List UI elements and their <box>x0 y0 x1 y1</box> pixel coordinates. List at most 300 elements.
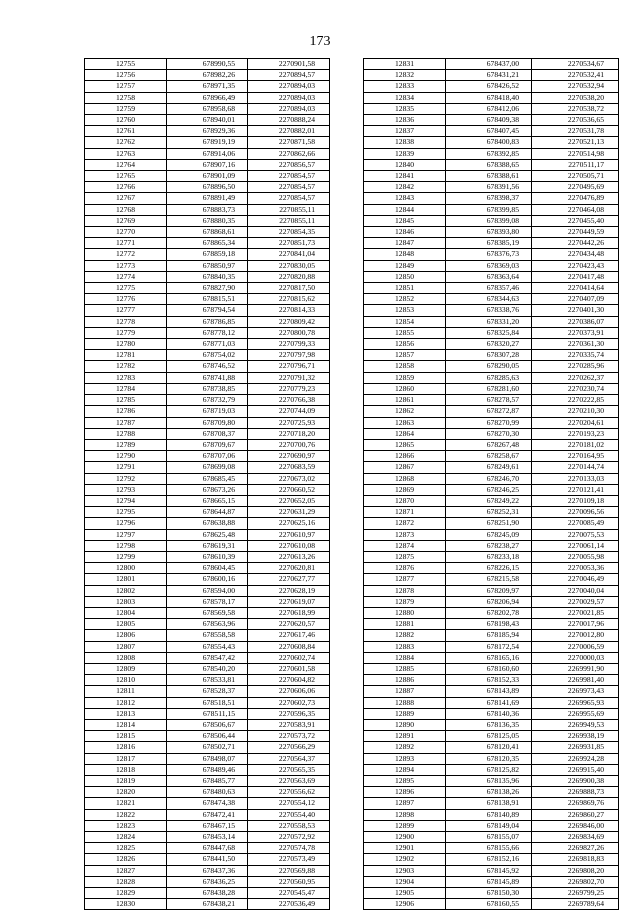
point-number-cell: 12776 <box>85 294 167 305</box>
point-number-cell: 12834 <box>364 92 446 103</box>
table-row <box>85 820 330 831</box>
y-coordinate-cell: 2270442,26 <box>532 238 619 249</box>
table-row <box>85 283 330 294</box>
table-row <box>364 585 619 596</box>
y-coordinate-cell: 2270046,49 <box>532 574 619 585</box>
point-number-cell: 12835 <box>364 103 446 114</box>
x-coordinate-cell: 678407,45 <box>446 126 532 137</box>
y-coordinate-cell: 2270532,94 <box>532 81 619 92</box>
table-row <box>364 383 619 394</box>
x-coordinate-cell: 678267,48 <box>446 439 532 450</box>
point-number-cell: 12858 <box>364 361 446 372</box>
x-coordinate-cell: 678388,61 <box>446 171 532 182</box>
x-coordinate-cell: 678485,77 <box>167 776 248 787</box>
table-row <box>364 529 619 540</box>
x-coordinate-cell: 678480,63 <box>167 787 248 798</box>
point-number-cell: 12847 <box>364 238 446 249</box>
point-number-cell: 12764 <box>85 159 167 170</box>
x-coordinate-cell: 678226,15 <box>446 563 532 574</box>
table-row <box>85 305 330 316</box>
point-number-cell: 12875 <box>364 551 446 562</box>
point-number-cell: 12825 <box>85 843 167 854</box>
point-number-cell: 12889 <box>364 708 446 719</box>
x-coordinate-cell: 678619,31 <box>167 540 248 551</box>
point-number-cell: 12863 <box>364 417 446 428</box>
y-coordinate-cell: 2270855,11 <box>248 204 330 215</box>
table-row <box>364 518 619 529</box>
point-number-cell: 12756 <box>85 70 167 81</box>
y-coordinate-cell: 2270779,23 <box>248 383 330 394</box>
y-coordinate-cell: 2269931,85 <box>532 742 619 753</box>
table-row <box>85 103 330 114</box>
x-coordinate-cell: 678125,05 <box>446 731 532 742</box>
table-row <box>85 137 330 148</box>
point-number-cell: 12871 <box>364 507 446 518</box>
point-number-cell: 12850 <box>364 271 446 282</box>
x-coordinate-cell: 678431,21 <box>446 70 532 81</box>
table-row <box>364 126 619 137</box>
point-number-cell: 12902 <box>364 854 446 865</box>
y-coordinate-cell: 2270627,77 <box>248 574 330 585</box>
table-row <box>364 271 619 282</box>
x-coordinate-cell: 678202,78 <box>446 607 532 618</box>
y-coordinate-cell: 2269846,00 <box>532 820 619 831</box>
table-row <box>85 888 330 899</box>
x-coordinate-cell: 678125,82 <box>446 764 532 775</box>
y-coordinate-cell: 2270021,85 <box>532 607 619 618</box>
x-coordinate-cell: 678143,89 <box>446 686 532 697</box>
x-coordinate-cell: 678489,46 <box>167 764 248 775</box>
x-coordinate-cell: 678472,41 <box>167 809 248 820</box>
point-number-cell: 12778 <box>85 316 167 327</box>
table-row <box>364 574 619 585</box>
y-coordinate-cell: 2270608,84 <box>248 641 330 652</box>
coordinates-table-right-body <box>364 59 619 910</box>
x-coordinate-cell: 678673,26 <box>167 484 248 495</box>
point-number-cell: 12895 <box>364 776 446 787</box>
y-coordinate-cell: 2270538,72 <box>532 103 619 114</box>
table-row <box>85 899 330 910</box>
point-number-cell: 12846 <box>364 227 446 238</box>
x-coordinate-cell: 678160,60 <box>446 663 532 674</box>
y-coordinate-cell: 2270386,07 <box>532 316 619 327</box>
y-coordinate-cell: 2270652,05 <box>248 495 330 506</box>
table-row <box>364 193 619 204</box>
point-number-cell: 12768 <box>85 204 167 215</box>
x-coordinate-cell: 678138,26 <box>446 787 532 798</box>
table-row <box>364 339 619 350</box>
table-row <box>364 596 619 607</box>
table-row <box>85 260 330 271</box>
point-number-cell: 12904 <box>364 876 446 887</box>
table-row <box>85 115 330 126</box>
x-coordinate-cell: 678249,22 <box>446 495 532 506</box>
x-coordinate-cell: 678344,63 <box>446 294 532 305</box>
table-row <box>364 204 619 215</box>
y-coordinate-cell: 2270531,78 <box>532 126 619 137</box>
point-number-cell: 12774 <box>85 271 167 282</box>
x-coordinate-cell: 678859,18 <box>167 249 248 260</box>
table-row <box>364 283 619 294</box>
coordinates-table-right <box>363 58 619 910</box>
x-coordinate-cell: 678331,20 <box>446 316 532 327</box>
y-coordinate-cell: 2270800,78 <box>248 327 330 338</box>
x-coordinate-cell: 678398,37 <box>446 193 532 204</box>
point-number-cell: 12899 <box>364 820 446 831</box>
point-number-cell: 12879 <box>364 596 446 607</box>
y-coordinate-cell: 2270854,57 <box>248 193 330 204</box>
table-row <box>364 843 619 854</box>
point-number-cell: 12788 <box>85 428 167 439</box>
table-row <box>364 417 619 428</box>
x-coordinate-cell: 678206,94 <box>446 596 532 607</box>
point-number-cell: 12888 <box>364 697 446 708</box>
point-number-cell: 12777 <box>85 305 167 316</box>
point-number-cell: 12763 <box>85 148 167 159</box>
y-coordinate-cell: 2270814,33 <box>248 305 330 316</box>
y-coordinate-cell: 2269965,93 <box>532 697 619 708</box>
x-coordinate-cell: 678392,85 <box>446 148 532 159</box>
x-coordinate-cell: 678246,70 <box>446 473 532 484</box>
x-coordinate-cell: 678569,58 <box>167 607 248 618</box>
x-coordinate-cell: 678120,35 <box>446 753 532 764</box>
y-coordinate-cell: 2270894,03 <box>248 92 330 103</box>
y-coordinate-cell: 2270815,62 <box>248 294 330 305</box>
table-row <box>364 372 619 383</box>
y-coordinate-cell: 2269808,20 <box>532 865 619 876</box>
x-coordinate-cell: 678155,07 <box>446 832 532 843</box>
x-coordinate-cell: 678320,27 <box>446 339 532 350</box>
y-coordinate-cell: 2270564,37 <box>248 753 330 764</box>
x-coordinate-cell: 678152,33 <box>446 675 532 686</box>
point-number-cell: 12767 <box>85 193 167 204</box>
table-row <box>85 126 330 137</box>
x-coordinate-cell: 678270,30 <box>446 428 532 439</box>
table-row <box>364 876 619 887</box>
table-row <box>85 630 330 641</box>
y-coordinate-cell: 2270888,24 <box>248 115 330 126</box>
point-number-cell: 12905 <box>364 888 446 899</box>
point-number-cell: 12830 <box>85 899 167 910</box>
y-coordinate-cell: 2270538,20 <box>532 92 619 103</box>
point-number-cell: 12820 <box>85 787 167 798</box>
point-number-cell: 12780 <box>85 339 167 350</box>
table-row <box>364 148 619 159</box>
x-coordinate-cell: 678732,79 <box>167 395 248 406</box>
point-number-cell: 12842 <box>364 182 446 193</box>
point-number-cell: 12881 <box>364 619 446 630</box>
x-coordinate-cell: 678644,87 <box>167 507 248 518</box>
x-coordinate-cell: 678152,16 <box>446 854 532 865</box>
x-coordinate-cell: 678610,39 <box>167 551 248 562</box>
y-coordinate-cell: 2270133,03 <box>532 473 619 484</box>
table-row <box>364 697 619 708</box>
x-coordinate-cell: 678281,60 <box>446 383 532 394</box>
table-row <box>85 451 330 462</box>
point-number-cell: 12860 <box>364 383 446 394</box>
x-coordinate-cell: 678708,37 <box>167 428 248 439</box>
y-coordinate-cell: 2270573,49 <box>248 854 330 865</box>
y-coordinate-cell: 2269900,38 <box>532 776 619 787</box>
table-row <box>85 776 330 787</box>
point-number-cell: 12812 <box>85 697 167 708</box>
table-row <box>364 798 619 809</box>
x-coordinate-cell: 678467,15 <box>167 820 248 831</box>
table-row <box>85 529 330 540</box>
table-row <box>364 484 619 495</box>
x-coordinate-cell: 678958,68 <box>167 103 248 114</box>
x-coordinate-cell: 678604,45 <box>167 563 248 574</box>
x-coordinate-cell: 678868,61 <box>167 227 248 238</box>
table-row <box>364 238 619 249</box>
x-coordinate-cell: 678771,03 <box>167 339 248 350</box>
y-coordinate-cell: 2270096,56 <box>532 507 619 518</box>
x-coordinate-cell: 678338,76 <box>446 305 532 316</box>
x-coordinate-cell: 678272,87 <box>446 406 532 417</box>
x-coordinate-cell: 678138,91 <box>446 798 532 809</box>
y-coordinate-cell: 2270894,03 <box>248 81 330 92</box>
table-row <box>85 159 330 170</box>
y-coordinate-cell: 2270017,96 <box>532 619 619 630</box>
point-number-cell: 12819 <box>85 776 167 787</box>
y-coordinate-cell: 2270193,23 <box>532 428 619 439</box>
point-number-cell: 12823 <box>85 820 167 831</box>
x-coordinate-cell: 678400,83 <box>446 137 532 148</box>
x-coordinate-cell: 678376,73 <box>446 249 532 260</box>
point-number-cell: 12792 <box>85 473 167 484</box>
x-coordinate-cell: 678185,94 <box>446 630 532 641</box>
point-number-cell: 12898 <box>364 809 446 820</box>
table-row <box>364 115 619 126</box>
table-row <box>85 417 330 428</box>
point-number-cell: 12813 <box>85 708 167 719</box>
y-coordinate-cell: 2270625,16 <box>248 518 330 529</box>
table-row <box>364 327 619 338</box>
y-coordinate-cell: 2270262,37 <box>532 372 619 383</box>
point-number-cell: 12784 <box>85 383 167 394</box>
point-number-cell: 12775 <box>85 283 167 294</box>
point-number-cell: 12795 <box>85 507 167 518</box>
table-row <box>364 888 619 899</box>
y-coordinate-cell: 2270401,30 <box>532 305 619 316</box>
point-number-cell: 12852 <box>364 294 446 305</box>
point-number-cell: 12845 <box>364 215 446 226</box>
table-row <box>364 81 619 92</box>
y-coordinate-cell: 2270029,57 <box>532 596 619 607</box>
table-row <box>85 70 330 81</box>
table-row <box>85 406 330 417</box>
point-number-cell: 12798 <box>85 540 167 551</box>
x-coordinate-cell: 678215,58 <box>446 574 532 585</box>
table-row <box>364 249 619 260</box>
table-row <box>364 731 619 742</box>
y-coordinate-cell: 2270476,89 <box>532 193 619 204</box>
y-coordinate-cell: 2270545,47 <box>248 888 330 899</box>
table-row <box>85 719 330 730</box>
table-row <box>85 316 330 327</box>
y-coordinate-cell: 2270181,02 <box>532 439 619 450</box>
point-number-cell: 12782 <box>85 361 167 372</box>
x-coordinate-cell: 678511,15 <box>167 708 248 719</box>
y-coordinate-cell: 2270602,73 <box>248 697 330 708</box>
y-coordinate-cell: 2270560,95 <box>248 876 330 887</box>
y-coordinate-cell: 2270854,57 <box>248 182 330 193</box>
table-row <box>364 630 619 641</box>
table-row <box>364 462 619 473</box>
point-number-cell: 12796 <box>85 518 167 529</box>
x-coordinate-cell: 678149,04 <box>446 820 532 831</box>
y-coordinate-cell: 2270556,62 <box>248 787 330 798</box>
y-coordinate-cell: 2270606,06 <box>248 686 330 697</box>
y-coordinate-cell: 2270817,50 <box>248 283 330 294</box>
y-coordinate-cell: 2269981,40 <box>532 675 619 686</box>
x-coordinate-cell: 678453,14 <box>167 832 248 843</box>
x-coordinate-cell: 678258,67 <box>446 451 532 462</box>
y-coordinate-cell: 2270620,57 <box>248 619 330 630</box>
table-row <box>364 899 619 910</box>
table-row <box>85 59 330 70</box>
y-coordinate-cell: 2270617,46 <box>248 630 330 641</box>
x-coordinate-cell: 678746,52 <box>167 361 248 372</box>
y-coordinate-cell: 2270000,03 <box>532 652 619 663</box>
point-number-cell: 12783 <box>85 372 167 383</box>
x-coordinate-cell: 678388,65 <box>446 159 532 170</box>
point-number-cell: 12856 <box>364 339 446 350</box>
y-coordinate-cell: 2270414,64 <box>532 283 619 294</box>
point-number-cell: 12873 <box>364 529 446 540</box>
y-coordinate-cell: 2270573,72 <box>248 731 330 742</box>
table-row <box>85 204 330 215</box>
y-coordinate-cell: 2270554,12 <box>248 798 330 809</box>
point-number-cell: 12833 <box>364 81 446 92</box>
y-coordinate-cell: 2269827,26 <box>532 843 619 854</box>
x-coordinate-cell: 678738,85 <box>167 383 248 394</box>
x-coordinate-cell: 678554,43 <box>167 641 248 652</box>
table-row <box>85 540 330 551</box>
y-coordinate-cell: 2270601,58 <box>248 663 330 674</box>
point-number-cell: 12840 <box>364 159 446 170</box>
y-coordinate-cell: 2270164,95 <box>532 451 619 462</box>
point-number-cell: 12766 <box>85 182 167 193</box>
y-coordinate-cell: 2269973,43 <box>532 686 619 697</box>
table-row <box>364 776 619 787</box>
y-coordinate-cell: 2270121,41 <box>532 484 619 495</box>
y-coordinate-cell: 2270407,09 <box>532 294 619 305</box>
y-coordinate-cell: 2270373,91 <box>532 327 619 338</box>
y-coordinate-cell: 2270012,80 <box>532 630 619 641</box>
x-coordinate-cell: 678896,50 <box>167 182 248 193</box>
y-coordinate-cell: 2270856,57 <box>248 159 330 170</box>
x-coordinate-cell: 678447,68 <box>167 843 248 854</box>
table-row <box>364 227 619 238</box>
table-row <box>85 641 330 652</box>
point-number-cell: 12857 <box>364 350 446 361</box>
y-coordinate-cell: 2269955,69 <box>532 708 619 719</box>
y-coordinate-cell: 2270613,26 <box>248 551 330 562</box>
table-row <box>85 148 330 159</box>
y-coordinate-cell: 2270361,30 <box>532 339 619 350</box>
point-number-cell: 12818 <box>85 764 167 775</box>
table-row <box>85 383 330 394</box>
y-coordinate-cell: 2269818,83 <box>532 854 619 865</box>
y-coordinate-cell: 2270335,74 <box>532 350 619 361</box>
x-coordinate-cell: 678709,80 <box>167 417 248 428</box>
point-number-cell: 12828 <box>85 876 167 887</box>
page-number: 173 <box>309 34 331 49</box>
point-number-cell: 12799 <box>85 551 167 562</box>
point-number-cell: 12772 <box>85 249 167 260</box>
point-number-cell: 12816 <box>85 742 167 753</box>
point-number-cell: 12769 <box>85 215 167 226</box>
point-number-cell: 12869 <box>364 484 446 495</box>
y-coordinate-cell: 2270610,08 <box>248 540 330 551</box>
table-row <box>85 473 330 484</box>
point-number-cell: 12762 <box>85 137 167 148</box>
x-coordinate-cell: 678307,28 <box>446 350 532 361</box>
table-row <box>85 484 330 495</box>
y-coordinate-cell: 2270602,74 <box>248 652 330 663</box>
y-coordinate-cell: 2270495,69 <box>532 182 619 193</box>
y-coordinate-cell: 2270700,76 <box>248 439 330 450</box>
table-row <box>85 428 330 439</box>
table-row <box>85 182 330 193</box>
point-number-cell: 12900 <box>364 832 446 843</box>
table-row <box>364 395 619 406</box>
x-coordinate-cell: 678140,89 <box>446 809 532 820</box>
x-coordinate-cell: 678150,30 <box>446 888 532 899</box>
table-row <box>85 507 330 518</box>
x-coordinate-cell: 678966,49 <box>167 92 248 103</box>
y-coordinate-cell: 2270563,69 <box>248 776 330 787</box>
point-number-cell: 12894 <box>364 764 446 775</box>
table-row <box>364 406 619 417</box>
table-row <box>364 619 619 630</box>
point-number-cell: 12829 <box>85 888 167 899</box>
x-coordinate-cell: 678914,06 <box>167 148 248 159</box>
point-number-cell: 12773 <box>85 260 167 271</box>
y-coordinate-cell: 2269860,27 <box>532 809 619 820</box>
table-row <box>85 787 330 798</box>
table-row <box>364 350 619 361</box>
point-number-cell: 12841 <box>364 171 446 182</box>
table-row <box>364 764 619 775</box>
x-coordinate-cell: 678685,45 <box>167 473 248 484</box>
y-coordinate-cell: 2269869,76 <box>532 798 619 809</box>
x-coordinate-cell: 678474,38 <box>167 798 248 809</box>
point-number-cell: 12866 <box>364 451 446 462</box>
table-row <box>85 607 330 618</box>
table-row <box>85 843 330 854</box>
y-coordinate-cell: 2270085,49 <box>532 518 619 529</box>
x-coordinate-cell: 678518,51 <box>167 697 248 708</box>
point-number-cell: 12874 <box>364 540 446 551</box>
y-coordinate-cell: 2270660,52 <box>248 484 330 495</box>
y-coordinate-cell: 2269802,70 <box>532 876 619 887</box>
table-row <box>364 832 619 843</box>
point-number-cell: 12906 <box>364 899 446 910</box>
y-coordinate-cell: 2270572,92 <box>248 832 330 843</box>
point-number-cell: 12821 <box>85 798 167 809</box>
y-coordinate-cell: 2270766,38 <box>248 395 330 406</box>
y-coordinate-cell: 2270464,08 <box>532 204 619 215</box>
table-row <box>85 697 330 708</box>
x-coordinate-cell: 678399,85 <box>446 204 532 215</box>
point-number-cell: 12882 <box>364 630 446 641</box>
x-coordinate-cell: 678558,58 <box>167 630 248 641</box>
y-coordinate-cell: 2269991,90 <box>532 663 619 674</box>
table-row <box>364 820 619 831</box>
table-row <box>364 507 619 518</box>
